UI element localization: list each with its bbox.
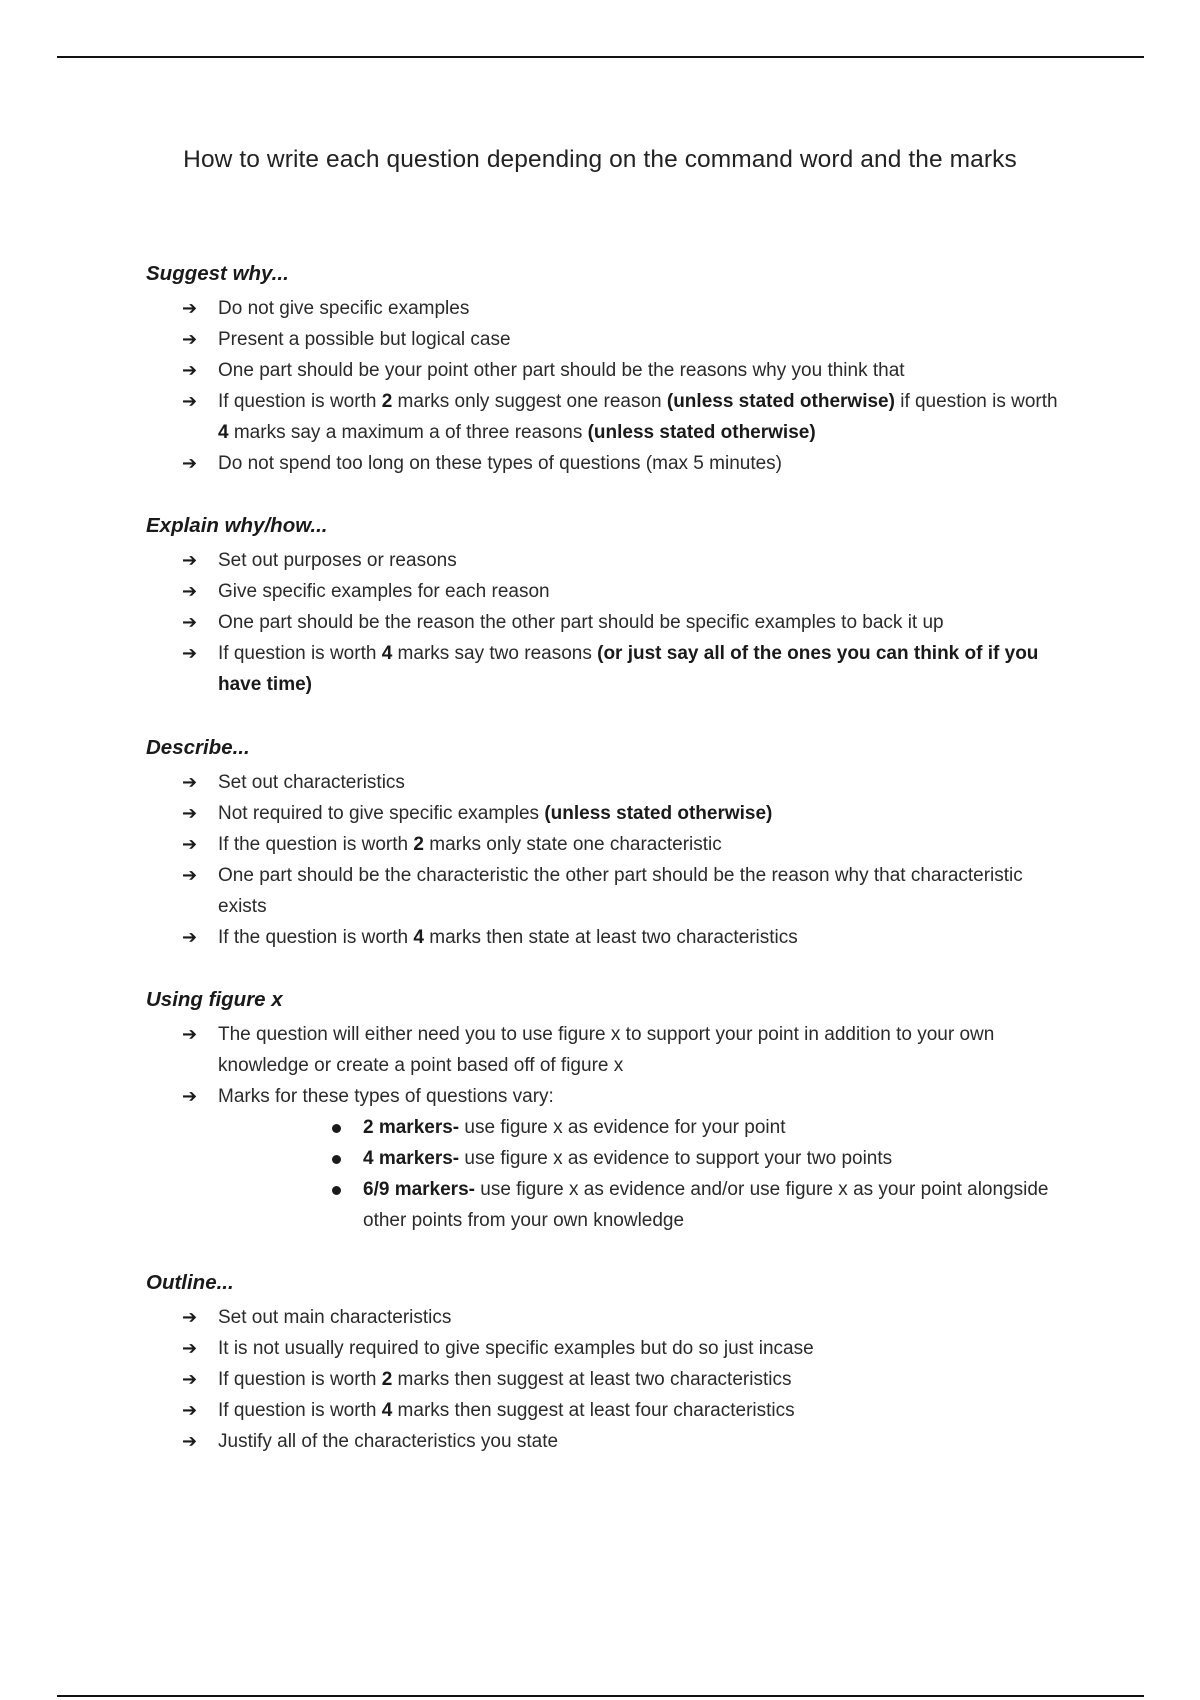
- item-text: It is not usually required to give specific examples but do so just incase: [218, 1338, 814, 1359]
- list-item: [146, 1081, 1066, 1112]
- bold-text: (or just say all of the ones you can think of if you have time): [218, 643, 1039, 695]
- bottom-rule: [57, 1695, 1144, 1697]
- list-item: [146, 324, 1066, 355]
- list-item: [146, 545, 1066, 576]
- list-item: [146, 1143, 1066, 1174]
- bold-text: 2: [413, 834, 424, 855]
- arrow-list: [146, 767, 1066, 953]
- list-item: [146, 293, 1066, 324]
- list-item: [146, 798, 1066, 829]
- section-describe: [146, 733, 1066, 953]
- bullet-dot-icon: [332, 1155, 341, 1164]
- bold-text: 2 markers-: [363, 1117, 460, 1138]
- list-item: [146, 1112, 1066, 1143]
- list-item: [146, 860, 1066, 922]
- bold-text: 6/9 markers-: [363, 1179, 475, 1200]
- arrow-right-icon: ➔: [182, 391, 198, 411]
- bold-text: (unless stated otherwise): [666, 391, 895, 412]
- arrow-right-icon: ➔: [182, 581, 198, 601]
- section-heading: Describe...: [146, 736, 250, 759]
- item-text: Set out purposes or reasons: [218, 550, 457, 571]
- list-item: [146, 1174, 1066, 1236]
- item-text: The question will either need you to use figure x to support your point in addition to your own knowledge or create a point based off of figure x: [218, 1024, 995, 1076]
- item-text: Set out main characteristics: [218, 1307, 452, 1328]
- arrow-right-icon: ➔: [182, 772, 198, 792]
- bold-text: 4: [413, 927, 424, 948]
- item-text: Marks for these types of questions vary:: [218, 1086, 554, 1107]
- section-heading: Suggest why...: [146, 262, 289, 285]
- bold-text: (unless stated otherwise): [587, 422, 816, 443]
- list-item: [146, 767, 1066, 798]
- arrow-right-icon: ➔: [182, 1307, 198, 1327]
- arrow-right-icon: ➔: [182, 360, 198, 380]
- arrow-right-icon: ➔: [182, 329, 198, 349]
- item-text: If question is worth 4 marks then suggest at least four characteristics: [218, 1400, 795, 1421]
- item-text: Not required to give specific examples (unless stated otherwise): [218, 803, 773, 824]
- item-text: Give specific examples for each reason: [218, 581, 550, 602]
- arrow-right-icon: ➔: [182, 927, 198, 947]
- list-item: [146, 576, 1066, 607]
- bullet-dot-icon: [332, 1124, 341, 1133]
- item-text: If the question is worth 4 marks then state at least two characteristics: [218, 927, 798, 948]
- section-heading: Using figure x: [146, 988, 283, 1011]
- list-item: [146, 1395, 1066, 1426]
- arrow-right-icon: ➔: [182, 612, 198, 632]
- arrow-list: [146, 293, 1066, 479]
- section-heading: Explain why/how...: [146, 514, 328, 537]
- section-using-figure-x: [146, 985, 1066, 1236]
- arrow-right-icon: ➔: [182, 1369, 198, 1389]
- item-text: If question is worth 4 marks say two reasons (or just say all of the ones you can think of if you have time): [218, 643, 1039, 695]
- arrow-list: [146, 545, 1066, 700]
- list-item: [146, 1333, 1066, 1364]
- arrow-right-icon: ➔: [182, 1024, 198, 1044]
- item-text: Justify all of the characteristics you state: [218, 1431, 559, 1452]
- bold-text: 4: [381, 643, 393, 664]
- list-item: [146, 1364, 1066, 1395]
- item-text: If question is worth 2 marks only suggest one reason (unless stated otherwise) if question is worth 4 marks say a maximum a of three reasons (unless stated otherwise): [218, 391, 1058, 443]
- bullet-dot-icon: [332, 1186, 341, 1195]
- arrow-list: [146, 1302, 1066, 1457]
- list-item: [146, 829, 1066, 860]
- list-item: [146, 638, 1066, 700]
- bold-text: 4: [381, 1400, 393, 1421]
- item-text: One part should be the reason the other part should be specific examples to back it up: [218, 612, 944, 633]
- item-text: One part should be your point other part should be the reasons why you think that: [218, 360, 905, 381]
- bold-text: 4: [218, 422, 229, 443]
- item-text: 6/9 markers- use figure x as evidence and/or use figure x as your point alongside other points from your own knowledge: [363, 1179, 1049, 1231]
- list-item: [146, 1302, 1066, 1333]
- section-explain-why-how: [146, 511, 1066, 700]
- item-text: 4 markers- use figure x as evidence to support your two points: [363, 1148, 893, 1169]
- list-item: [146, 448, 1066, 479]
- section-outline: [146, 1268, 1066, 1457]
- arrow-right-icon: ➔: [182, 865, 198, 885]
- item-text: One part should be the characteristic the other part should be the reason why that characteristic exists: [218, 865, 1023, 917]
- list-item: [146, 386, 1066, 448]
- list-item: [146, 355, 1066, 386]
- list-item: [146, 607, 1066, 638]
- arrow-right-icon: ➔: [182, 1431, 198, 1451]
- list-item: [146, 1019, 1066, 1081]
- bold-text: 2: [381, 391, 393, 412]
- arrow-right-icon: ➔: [182, 453, 198, 473]
- bold-text: 4 markers-: [363, 1148, 460, 1169]
- item-text: Do not spend too long on these types of questions (max 5 minutes): [218, 453, 782, 474]
- section-suggest-why: [146, 259, 1066, 479]
- list-item: [146, 1426, 1066, 1457]
- section-heading: Outline...: [146, 1271, 234, 1294]
- arrow-right-icon: ➔: [182, 803, 198, 823]
- arrow-right-icon: ➔: [182, 834, 198, 854]
- list-item: [146, 922, 1066, 953]
- arrow-right-icon: ➔: [182, 1338, 198, 1358]
- arrow-right-icon: ➔: [182, 550, 198, 570]
- item-text: Present a possible but logical case: [218, 329, 511, 350]
- arrow-right-icon: ➔: [182, 1400, 198, 1420]
- bullet-list: [146, 1112, 1066, 1236]
- bold-text: 2: [381, 1369, 393, 1390]
- item-text: Do not give specific examples: [218, 298, 470, 319]
- item-text: If question is worth 2 marks then suggest at least two characteristics: [218, 1369, 792, 1390]
- page-title: How to write each question depending on the command word and the marks: [183, 146, 1017, 173]
- arrow-right-icon: ➔: [182, 298, 198, 318]
- arrow-right-icon: ➔: [182, 1086, 198, 1106]
- item-text: 2 markers- use figure x as evidence for your point: [363, 1117, 786, 1138]
- item-text: If the question is worth 2 marks only state one characteristic: [218, 834, 722, 855]
- bold-text: (unless stated otherwise): [544, 803, 773, 824]
- item-text: Set out characteristics: [218, 772, 405, 793]
- top-rule: [57, 56, 1144, 58]
- arrow-right-icon: ➔: [182, 643, 198, 663]
- arrow-list: [146, 1019, 1066, 1112]
